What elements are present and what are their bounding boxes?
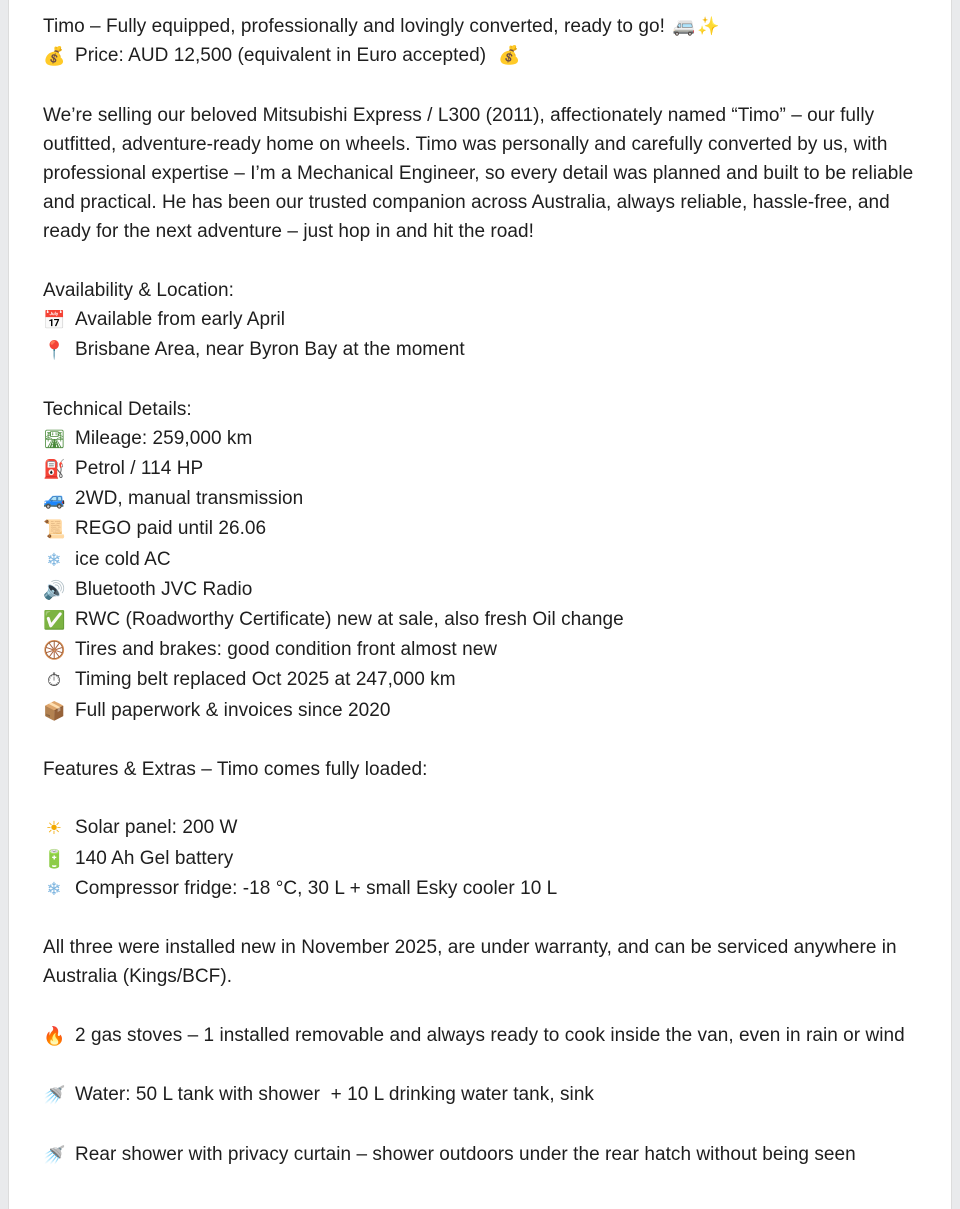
fuel-pump-icon: ⛽: [43, 459, 66, 480]
battery-icon: 🔋: [43, 848, 66, 870]
water-item: 🚿 Water: 50 L tank with shower + 10 L drinking water tank, sink: [43, 1080, 923, 1110]
calendar-icon: 📅: [43, 310, 66, 331]
listing-title: Timo – Fully equipped, professionally and lovingly converted, ready to go!: [43, 16, 665, 37]
list-item: 🔋 140 Ah Gel battery: [43, 844, 923, 874]
money-bag-icon: 💰: [498, 45, 521, 67]
speaker-icon: 🔊: [43, 579, 66, 601]
listing-title-line: [43, 12, 923, 41]
list-item: 🛣 Mileage: 259,000 km: [43, 424, 923, 454]
fire-icon: 🔥: [43, 1025, 66, 1047]
van-icon: 🚐: [672, 16, 696, 37]
shower-icon: 🚿: [43, 1085, 66, 1107]
list-item: ❄ ice cold AC: [43, 545, 923, 575]
pin-icon: 📍: [43, 340, 66, 362]
list-item: ❄ Compressor fridge: -18 °C, 30 L + small Esky cooler 10 L: [43, 874, 923, 904]
list-item: ✅ RWC (Roadworthy Certificate) new at sale, also fresh Oil change: [43, 605, 923, 635]
list-item: 📜 REGO paid until 26.06: [43, 514, 923, 544]
list-item: 📅 Available from early April: [43, 305, 923, 335]
car-icon: 🚙: [43, 489, 66, 511]
listing-text: [43, 12, 923, 1170]
sparkles-icon: ✨: [697, 16, 720, 37]
wheel-icon: 🛞: [43, 640, 66, 662]
sun-icon: ☀: [45, 818, 63, 840]
technical-heading: Technical Details:: [43, 398, 192, 420]
snowflake-icon: ❄: [46, 549, 62, 571]
check-icon: ✅: [43, 610, 66, 632]
price-line: [43, 41, 923, 71]
price-text: Price: AUD 12,500 (equivalent in Euro accepted): [75, 45, 487, 67]
intro-paragraph: We’re selling our beloved Mitsubishi Express / L300 (2011), affectionately named “Timo” – our fully outfitted, adventure-ready home on wheels. Timo was personally and carefully converted by us, with professional expertise – I’m a Mechanical Engineer, so every detail was planned and built to be reliable and practical. He has been our trusted companion across Australia, always reliable, hassle-free, and ready for the next adventure – just hop in and hit the road!: [43, 104, 914, 243]
document-page: [8, 0, 952, 1209]
list-item: 🛞 Tires and brakes: good condition front almost new: [43, 635, 923, 665]
package-icon: 📦: [43, 700, 66, 722]
availability-heading: Availability & Location:: [43, 279, 234, 301]
list-item: ⏱ Timing belt replaced Oct 2025 at 247,000 km: [43, 665, 923, 695]
list-item: 🔊 Bluetooth JVC Radio: [43, 575, 923, 605]
list-item: 📦 Full paperwork & invoices since 2020: [43, 696, 923, 726]
road-icon: 🛣: [43, 428, 66, 450]
stopwatch-icon: ⏱: [46, 670, 62, 692]
list-item: ☀ Solar panel: 200 W: [43, 813, 923, 843]
list-item: ⛽ Petrol / 114 HP: [43, 454, 923, 484]
scroll-icon: 📜: [43, 519, 66, 541]
money-bag-icon: 💰: [43, 46, 66, 68]
shower-icon: 🚿: [43, 1144, 66, 1166]
rear-shower-item: 🚿 Rear shower with privacy curtain – shower outdoors under the rear hatch without being seen: [43, 1140, 923, 1170]
stoves-item: 🔥 2 gas stoves – 1 installed removable and always ready to cook inside the van, even in rain or wind: [43, 1021, 923, 1051]
snowflake-icon: ❄: [46, 878, 62, 900]
warranty-note: All three were installed new in November 2025, are under warranty, and can be serviced anywhere in Australia (Kings/BCF).: [43, 937, 897, 988]
list-item: 🚙 2WD, manual transmission: [43, 484, 923, 514]
list-item: 📍 Brisbane Area, near Byron Bay at the moment: [43, 335, 923, 365]
features-heading: Features & Extras – Timo comes fully loaded:: [43, 759, 428, 781]
